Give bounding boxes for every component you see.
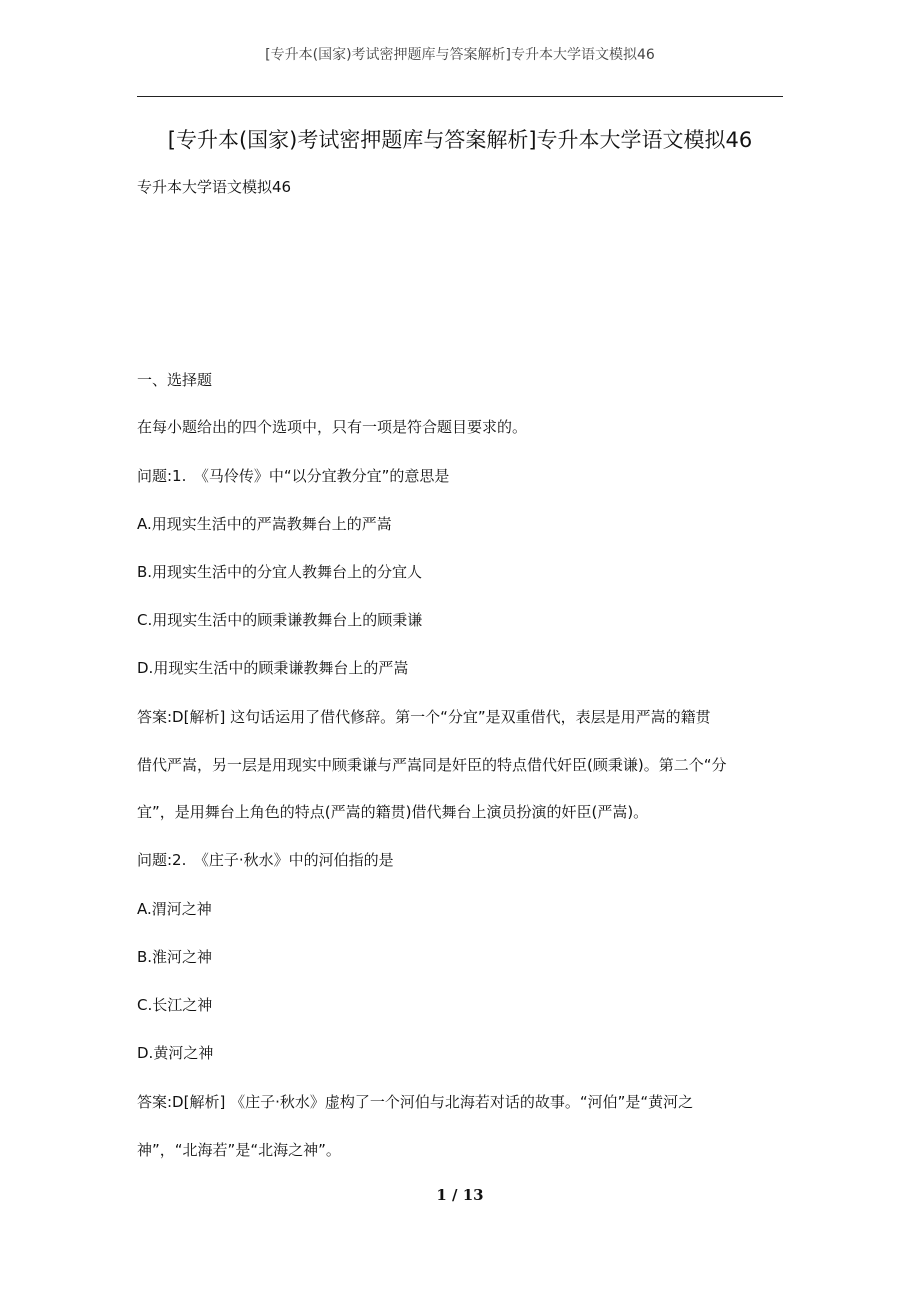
question-2-prompt: 问题:2. 《庄子·秋水》中的河伯指的是	[137, 851, 394, 869]
question-1-option-a: A.用现实生活中的严嵩教舞台上的严嵩	[137, 515, 392, 533]
question-2-option-d: D.黄河之神	[137, 1044, 214, 1062]
question-2-answer-line-2: 神”，“北海若”是“北海之神”。	[137, 1141, 341, 1159]
document-title: [专升本(国家)考试密押题库与答案解析]专升本大学语文模拟46	[167, 128, 753, 152]
question-2-option-c: C.长江之神	[137, 996, 213, 1014]
question-1-option-c: C.用现实生活中的顾秉谦教舞台上的顾秉谦	[137, 611, 423, 629]
header-divider	[137, 96, 783, 97]
section-heading: 一、选择题	[137, 371, 213, 389]
question-2-answer-line-1: 答案:D[解析] 《庄子·秋水》虚构了一个河伯与北海若对话的故事。“河伯”是“黄河之	[137, 1093, 694, 1111]
page-number: 1 / 13	[436, 1186, 484, 1204]
question-1-answer-line-3: 宜”，是用舞台上角色的特点(严嵩的籍贯)借代舞台上演员扮演的奸臣(严嵩)。	[137, 803, 649, 821]
instructions: 在每小题给出的四个选项中，只有一项是符合题目要求的。	[137, 418, 528, 436]
question-1-option-d: D.用现实生活中的顾秉谦教舞台上的严嵩	[137, 659, 409, 677]
question-2-option-b: B.淮河之神	[137, 948, 213, 966]
question-1-answer-line-2: 借代严嵩，另一层是用现实中顾秉谦与严嵩同是奸臣的特点借代奸臣(顾秉谦)。第二个“分	[137, 756, 727, 774]
question-1-prompt: 问题:1. 《马伶传》中“以分宜教分宜”的意思是	[137, 467, 450, 485]
question-2-option-a: A.渭河之神	[137, 900, 212, 918]
running-header: [专升本(国家)考试密押题库与答案解析]专升本大学语文模拟46	[265, 47, 655, 63]
question-1-option-b: B.用现实生活中的分宜人教舞台上的分宜人	[137, 563, 423, 581]
question-1-answer-line-1: 答案:D[解析] 这句话运用了借代修辞。第一个“分宜”是双重借代，表层是用严嵩的籍贯	[137, 708, 711, 726]
document-subtitle: 专升本大学语文模拟46	[137, 178, 292, 196]
